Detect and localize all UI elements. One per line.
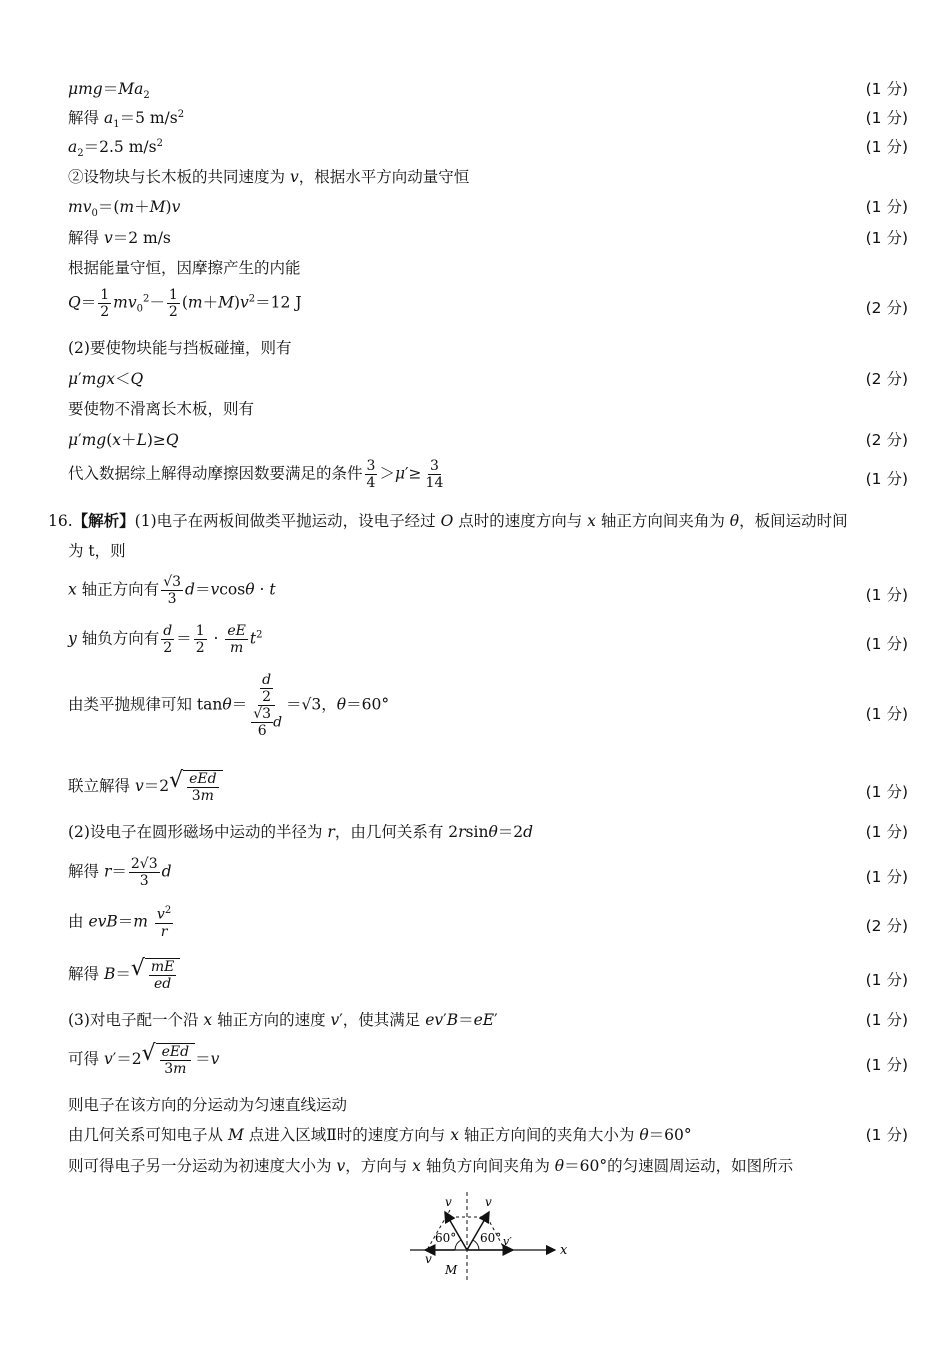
- eq-line-2: 解得 $a_1=5$ $m/s^2$: [68, 108, 185, 131]
- q16-score-3: (1 分): [865, 705, 908, 723]
- score-3: (1 分): [865, 138, 908, 156]
- q16-text-11: 则电子在该方向的分运动为匀速直线运动: [68, 1096, 348, 1114]
- label-v-prime: v′: [503, 1235, 512, 1248]
- question-number: 16.: [48, 512, 73, 530]
- text-line-11: 要使物不滑离长木板，则有: [68, 400, 255, 418]
- q16-score-4: (1 分): [865, 783, 908, 801]
- text-line-4: ②设物块与长木板的共同速度为 v，根据水平方向动量守恒: [68, 168, 470, 186]
- score-1: (1 分): [865, 80, 908, 98]
- score-2: (1 分): [865, 109, 908, 127]
- score-10: (2 分): [865, 370, 908, 388]
- score-13: (1 分): [865, 470, 908, 488]
- eq-line-1: $\mu mg=Ma_2$: [68, 80, 150, 102]
- q16-eq-8: 解得 B＝ √ $\frac{mE}{ed}$: [68, 958, 180, 992]
- label-angle-left: 60°: [435, 1231, 457, 1245]
- analysis-tag: 【解析】: [72, 512, 135, 530]
- angle-arc-right: [473, 1240, 479, 1250]
- eq-line-5: $mv_0=(m+M)v$: [68, 198, 181, 220]
- velocity-diagram: [405, 1190, 575, 1285]
- q16-eq-4: 联立解得 v＝2 √ $\frac{\text{eEd}}{3m}$: [68, 770, 223, 804]
- eq-line-8: Q＝ $\frac{1}{2}$ $mv_0^2-$ $\frac{1}{2}$ $(m+M)v^2=12$ J: [68, 287, 302, 321]
- score-6: (1 分): [865, 229, 908, 247]
- eq-line-10: μ′mgx＜Q: [68, 370, 144, 388]
- label-angle-right: 60°: [480, 1231, 502, 1245]
- q16-score-7: (2 分): [865, 917, 908, 935]
- q16-eq-2: y 轴负方向有 $\frac{d}{2}$ ＝ $\frac{1}{2}$ · $\frac{eE}{m}$ $t^2$: [68, 623, 263, 657]
- label-x-axis: x: [560, 1243, 568, 1258]
- eq-line-3: $a_2=2.5$ $m/s^2$: [68, 137, 163, 160]
- score-12: (2 分): [865, 431, 908, 449]
- q16-eq-1: x 轴正方向有 $\frac{√3}{3}$ d＝vcosθ · t: [68, 574, 276, 608]
- q16-eq-5: (2)设电子在圆形磁场中运动的半径为 r，由几何关系有 2rsinθ＝2d: [68, 823, 534, 841]
- q16-eq-7: 由 evB＝m $\frac{v^2}{r}$: [68, 905, 172, 940]
- q16-score-9: (1 分): [865, 1011, 908, 1029]
- label-v-bottom: v: [425, 1252, 432, 1266]
- q16-score-2: (1 分): [865, 635, 908, 653]
- q16-intro-2: 为 t，则: [68, 542, 126, 560]
- q16-score-12: (1 分): [865, 1126, 908, 1144]
- q16-text-12: 由几何关系可知电子从 M 点进入区域Ⅱ时的速度方向与 x 轴正方向间的夹角大小为 θ＝60°: [68, 1126, 692, 1144]
- q16-score-5: (1 分): [865, 823, 908, 841]
- label-point-m: M: [445, 1263, 458, 1277]
- q16-eq-9: (3)对电子配一个沿 x 轴正方向的速度 v′，使其满足 ev′B＝eE′: [68, 1011, 498, 1029]
- text-line-7: 根据能量守恒，因摩擦产生的内能: [68, 259, 301, 277]
- score-8: (2 分): [865, 299, 908, 317]
- score-5: (1 分): [865, 198, 908, 216]
- q16-score-6: (1 分): [865, 868, 908, 886]
- q16-score-8: (1 分): [865, 971, 908, 989]
- eq-line-12: μ′mg(x＋L)≥Q: [68, 431, 179, 449]
- q16-eq-3: 由类平抛规律可知 tanθ＝ $\frac{d}{2}$ $\frac{√3}{6}$ d ＝√3，θ＝60°: [68, 672, 390, 740]
- label-v-top-left: v: [445, 1195, 452, 1209]
- q16-score-1: (1 分): [865, 586, 908, 604]
- q16-eq-6: 解得 r＝ $\frac{2√3}{3}$ d: [68, 856, 172, 890]
- question-16-heading: 16.【解析】(1)电子在两板间做类平抛运动，设电子经过 O 点时的速度方向与 x 轴正方向间夹角为 θ，板间运动时间: [48, 512, 848, 530]
- q16-score-10: (1 分): [865, 1056, 908, 1074]
- text-line-9: (2)要使物块能与挡板碰撞，则有: [68, 339, 292, 357]
- eq-line-13: 代入数据综上解得动摩擦因数要满足的条件 $\frac{3}{4}$ ＞μ′≥ $\frac{3}{14}$: [68, 458, 444, 492]
- q16-text-13: 则可得电子另一分运动为初速度大小为 v，方向与 x 轴负方向间夹角为 θ＝60°的匀速圆周运动，如图所示: [68, 1157, 794, 1175]
- eq-line-6: 解得 v＝2 m/s: [68, 229, 171, 247]
- label-v-top-right: v: [485, 1195, 492, 1209]
- q16-eq-10: 可得 v′＝2 √ $\frac{\text{eEd}}{3m}$ ＝v: [68, 1041, 220, 1078]
